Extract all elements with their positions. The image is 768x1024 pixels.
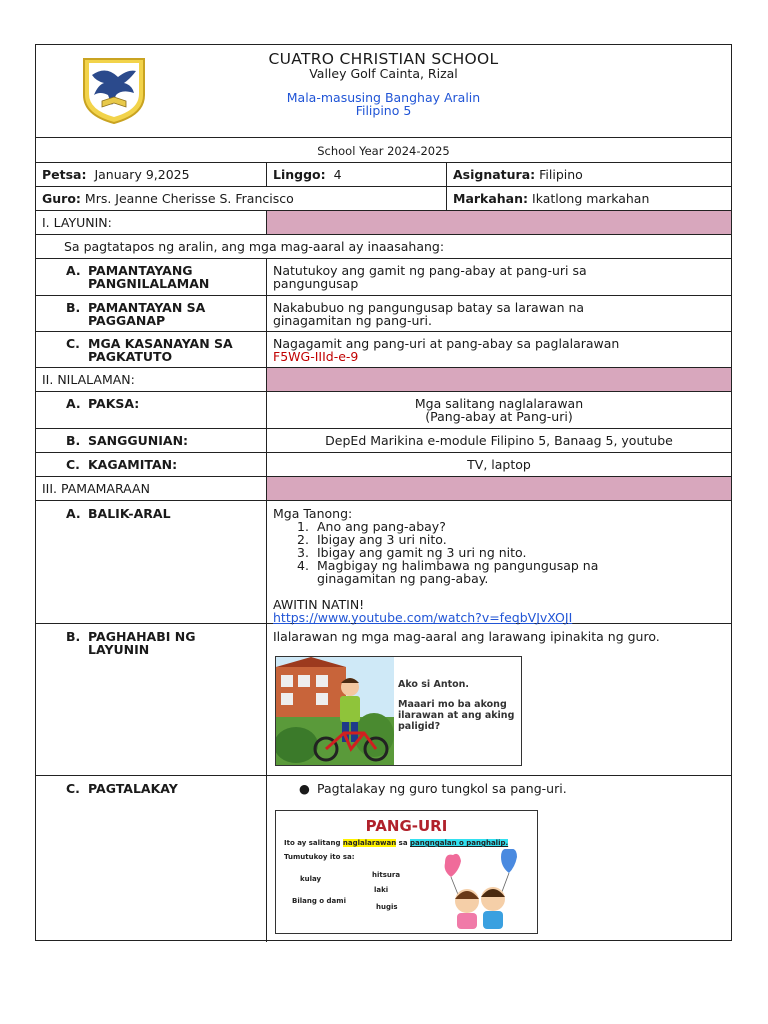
nilalaman-b-letter: B. <box>66 433 81 448</box>
layunin-intro-row <box>36 235 731 259</box>
nilalaman-c-row <box>36 453 731 477</box>
anton-line-4: paligid? <box>398 721 441 732</box>
layunin-a-row <box>36 259 731 296</box>
layunin-heading-row <box>36 211 731 235</box>
kids-with-heart-balloons-icon <box>423 849 533 933</box>
layunin-c-text-1: Nagagamit ang pang-uri at pang-abay sa paglalarawan <box>273 336 620 351</box>
school-year: School Year 2024-2025 <box>317 144 450 158</box>
hugis-label: hugis <box>376 903 398 911</box>
pang-uri-def-highlight-2: pangngalan o panghalip. <box>410 839 509 847</box>
balik-aral-letter: A. <box>66 506 81 521</box>
document-type: Mala-masusing Banghay Aralin <box>286 90 481 105</box>
paksa-text-2: (Pang-abay at Pang-uri) <box>425 409 573 424</box>
kagamitan-text: TV, laptop <box>467 457 531 472</box>
list-item: 3. Ibigay ang gamit ng 3 uri ng nito. <box>297 545 527 560</box>
paksa-text-1: Mga salitang naglalarawan <box>414 396 584 411</box>
balik-aral-label: BALIK-ARAL <box>88 506 171 521</box>
pink-band <box>266 211 731 234</box>
nilalaman-b-row <box>36 429 731 453</box>
anton-line-1: Ako si Anton. <box>398 679 470 690</box>
layunin-a-letter: A. <box>66 263 81 278</box>
info-row-2 <box>36 187 731 211</box>
petsa-value: January 9,2025 <box>94 167 190 182</box>
paghahabi-label-1: PAGHAHABI NG <box>88 629 196 644</box>
questions-list <box>273 520 725 585</box>
list-item: 1. Ano ang pang-abay? <box>297 519 446 534</box>
pagtalakay-letter: C. <box>66 781 80 796</box>
nilalaman-heading-row <box>36 368 731 392</box>
list-item: 4. Magbigay ng halimbawa ng pangungusap na ginagamitan ng pang-abay. <box>297 558 599 586</box>
paghahabi-row <box>36 624 731 776</box>
layunin-a-text-2: pangungusap <box>273 276 359 291</box>
layunin-b-label-2: PAGGANAP <box>88 313 166 328</box>
layunin-b-letter: B. <box>66 300 81 315</box>
markahan-label: Markahan: <box>453 191 529 206</box>
list-item: 2. Ibigay ang 3 uri nito. <box>297 532 447 547</box>
pagtalakay-bullet: Pagtalakay ng guro tungkol sa pang-uri. <box>317 781 567 796</box>
asignatura-label: Asignatura: <box>453 167 536 182</box>
sanggunian-text: DepEd Marikina e-module Filipino 5, Banaag 5, youtube <box>325 433 673 448</box>
layunin-b-label-1: PAMANTAYAN SA <box>88 300 206 315</box>
layunin-c-label-1: MGA KASANAYAN SA <box>88 336 233 351</box>
pang-uri-def-highlight-1: naglalarawan <box>342 839 397 847</box>
nilalaman-a-label: PAKSA: <box>88 396 140 411</box>
boy-with-bicycle-illustration-icon <box>276 657 394 765</box>
youtube-link[interactable]: https://www.youtube.com/watch?v=feqbVJvXOJI <box>273 610 573 625</box>
info-row-1 <box>36 163 731 187</box>
school-year-row <box>36 138 731 163</box>
layunin-b-text-1: Nakabubuo ng pangungusap batay sa larawan na <box>273 300 585 315</box>
nilalaman-c-label: KAGAMITAN: <box>88 457 178 472</box>
pink-band <box>266 477 731 500</box>
pang-uri-def-1: Ito ay salitang <box>284 839 341 847</box>
bullet-icon: ● <box>299 781 310 796</box>
anton-line-3: ilarawan at ang aking <box>398 710 515 721</box>
laki-label: laki <box>374 886 389 894</box>
hitsura-label: hitsura <box>372 871 401 879</box>
pamamaraan-heading: III. PAMAMARAAN <box>42 481 150 496</box>
school-name: CUATRO CHRISTIAN SCHOOL <box>268 50 499 68</box>
tumutukoy-label: Tumutukoy ito sa: <box>284 853 355 861</box>
nilalaman-a-row <box>36 392 731 429</box>
bilang-label: Bilang o dami <box>292 897 346 905</box>
layunin-intro: Sa pagtatapos ng aralin, ang mga mag-aaral ay inaasahang: <box>64 239 445 254</box>
layunin-a-label-2: PANGNILALAMAN <box>88 276 210 291</box>
anton-image <box>275 656 522 766</box>
kulay-label: kulay <box>300 875 322 883</box>
asignatura-value: Filipino <box>539 167 583 182</box>
linggo-label: Linggo: <box>273 167 326 182</box>
lesson-plan-table <box>35 44 732 941</box>
header-row <box>36 45 731 138</box>
layunin-a-label-1: PAMANTAYANG <box>88 263 193 278</box>
school-address: Valley Golf Cainta, Rizal <box>309 66 458 81</box>
question-4-continuation: ginagamitan ng pang-abay. <box>317 571 489 586</box>
layunin-c-row <box>36 332 731 368</box>
layunin-b-row <box>36 296 731 332</box>
awitin-natin: AWITIN NATIN! <box>273 597 365 612</box>
layunin-b-text-2: ginagamitan ng pang-uri. <box>273 313 432 328</box>
guro-label: Guro: <box>42 191 81 206</box>
pang-uri-def-2: sa <box>398 839 408 847</box>
pang-uri-title: PANG-URI <box>365 817 448 835</box>
petsa-label: Petsa: <box>42 167 87 182</box>
nilalaman-a-letter: A. <box>66 396 81 411</box>
anton-line-2: Maaari mo ba akong <box>398 699 507 710</box>
paghahabi-label-2: LAYUNIN <box>88 642 150 657</box>
nilalaman-heading: II. NILALAMAN: <box>42 372 135 387</box>
guro-value: Mrs. Jeanne Cherisse S. Francisco <box>84 191 294 206</box>
pamamaraan-heading-row <box>36 477 731 501</box>
paghahabi-letter: B. <box>66 629 81 644</box>
paghahabi-text: Ilalarawan ng mga mag-aaral ang larawang ipinakita ng guro. <box>273 629 660 644</box>
layunin-a-text-1: Natutukoy ang gamit ng pang-abay at pang-uri sa <box>273 263 587 278</box>
competency-code: F5WG-IIId-e-9 <box>273 349 359 364</box>
mga-tanong-heading: Mga Tanong: <box>273 506 353 521</box>
pang-uri-image <box>275 810 538 934</box>
layunin-c-label-2: PAGKATUTO <box>88 349 173 364</box>
pagtalakay-label: PAGTALAKAY <box>88 781 178 796</box>
markahan-value: Ikatlong markahan <box>532 191 650 206</box>
nilalaman-b-label: SANGGUNIAN: <box>88 433 189 448</box>
nilalaman-c-letter: C. <box>66 457 80 472</box>
balik-aral-row <box>36 501 731 624</box>
layunin-heading: I. LAYUNIN: <box>42 215 112 230</box>
pagtalakay-row <box>36 776 731 942</box>
layunin-c-letter: C. <box>66 336 80 351</box>
linggo-value: 4 <box>333 167 342 182</box>
subject-title: Filipino 5 <box>355 103 412 118</box>
pink-band <box>266 368 731 391</box>
